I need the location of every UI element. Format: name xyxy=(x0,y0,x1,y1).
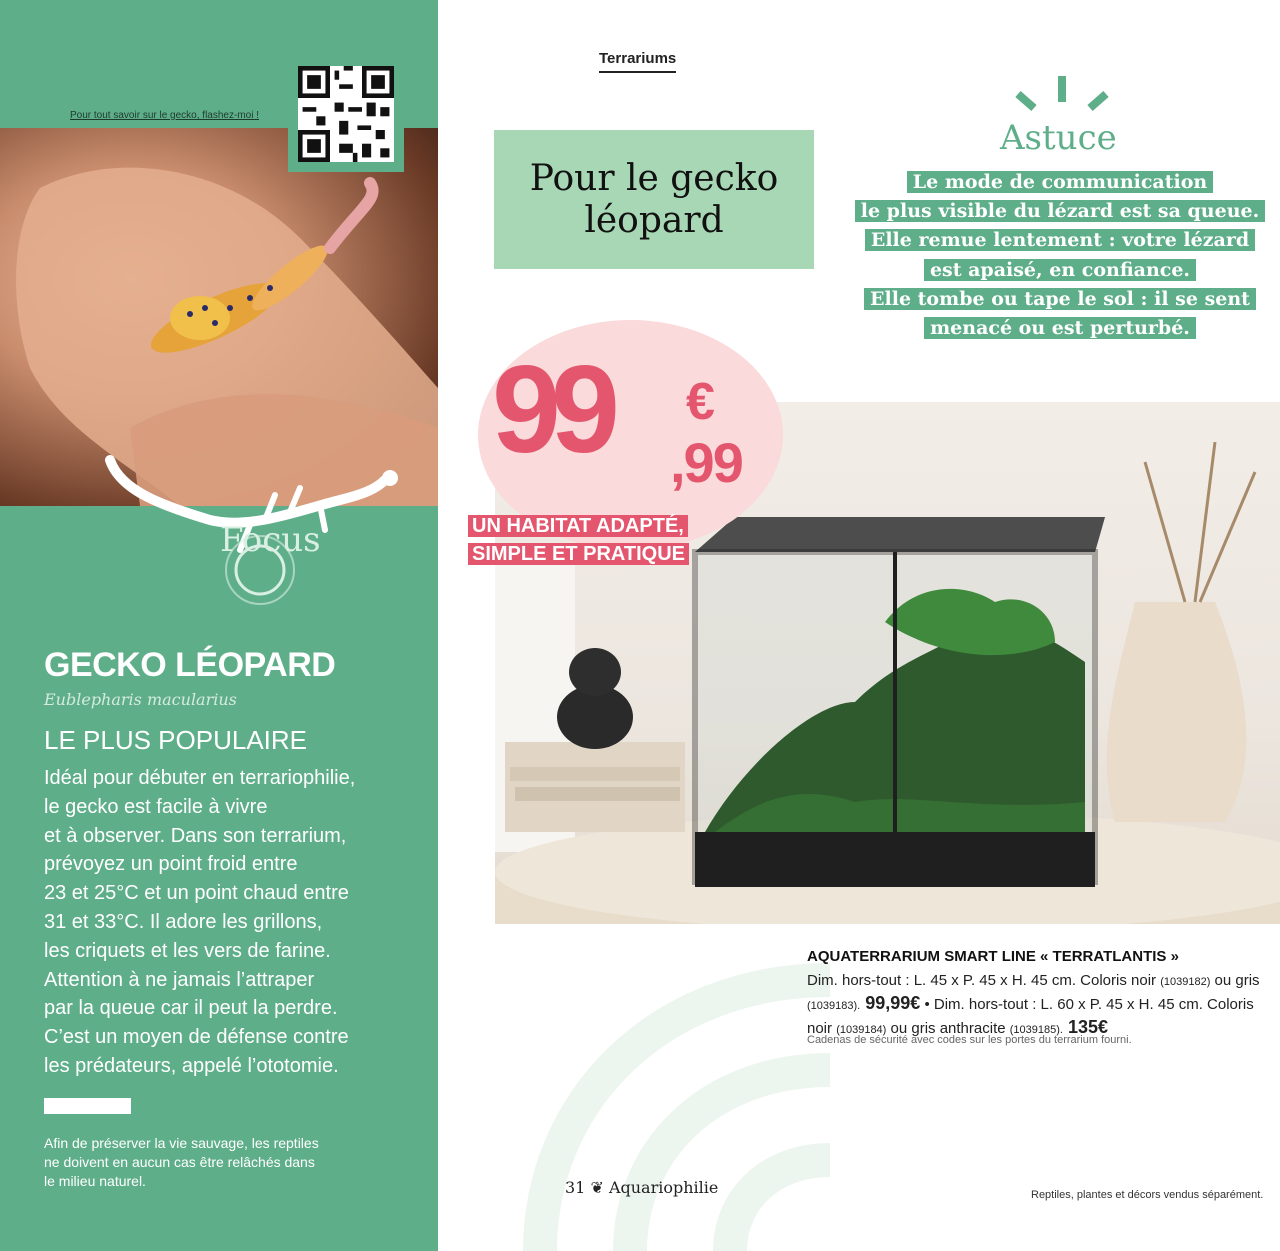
price-currency: € xyxy=(686,373,715,431)
promo-line: SIMPLE ET PRATIQUE xyxy=(468,543,689,565)
ref-number: (1039183). xyxy=(807,1000,861,1012)
body-line: Idéal pour débuter en terrariophilie, xyxy=(44,767,356,789)
body-line: les prédateurs, appelé l’ototomie. xyxy=(44,1054,339,1077)
body-line: C’est un moyen de défense contre xyxy=(44,1026,349,1049)
page-number: 31 xyxy=(565,1178,586,1197)
product-name: AQUATERRARIUM SMART LINE « TERRATLANTIS » xyxy=(807,948,1179,965)
price-integer: 99 xyxy=(492,341,610,479)
body-line: par la queue car il peut la perdre. xyxy=(44,997,338,1020)
note-line: le milieu naturel. xyxy=(44,1173,146,1189)
desc-part: • Dim. hors-tout : L. 60 x P. 45 x H. 45 cm. Coloris noir xyxy=(807,996,1254,1037)
tip-text xyxy=(840,168,1280,343)
qr-code-frame xyxy=(288,56,404,172)
ref-number: (1039182) xyxy=(1160,976,1211,988)
focus-label: Focus xyxy=(220,520,321,560)
body-line: prévoyez un point froid entre xyxy=(44,853,298,876)
tip-line: Elle tombe ou tape le sol : il se sent xyxy=(864,288,1256,310)
page-label: Aquariophilie xyxy=(608,1178,719,1197)
price-decimals: ,99 xyxy=(670,431,742,494)
body-line: 31 et 33°C. Il adore les grillons, xyxy=(44,910,323,933)
desc-part: ou gris anthracite xyxy=(886,1020,1010,1037)
qr-code[interactable] xyxy=(298,66,394,162)
headline-line: léopard xyxy=(584,199,724,241)
product-price: 135€ xyxy=(1062,1017,1109,1037)
left-panel xyxy=(0,0,438,1251)
ref-number: (1039184) xyxy=(836,1024,887,1036)
promo-tag xyxy=(468,512,689,568)
product-price: 99,99€ xyxy=(860,993,921,1013)
body-line: 23 et 25°C et un point chaud entre xyxy=(44,882,349,905)
qr-note[interactable]: Pour tout savoir sur le gecko, flashez-moi ! xyxy=(70,110,259,121)
leaf-icon: ❦ xyxy=(590,1178,604,1197)
tip-line: le plus visible du lézard est sa queue. xyxy=(855,200,1265,222)
note-line: ne doivent en aucun cas être relâchés dans xyxy=(44,1154,315,1170)
tip-line: menacé ou est perturbé. xyxy=(924,317,1196,339)
subheading: LE PLUS POPULAIRE xyxy=(44,725,307,755)
note-line: Afin de préserver la vie sauvage, les reptiles xyxy=(44,1135,319,1151)
body-line: les criquets et les vers de farine. xyxy=(44,939,331,962)
species-title: GECKO LÉOPARD xyxy=(44,646,336,684)
sparkle-icon xyxy=(1010,72,1114,116)
product-note: Cadenas de sécurité avec codes sur les portes du terrarium fourni. xyxy=(807,1034,1132,1046)
body-line: Attention à ne jamais l’attraper xyxy=(44,968,315,991)
ref-number: (1039185). xyxy=(1009,1024,1063,1036)
headline-box xyxy=(494,130,814,269)
body-line: le gecko est facile à vivre xyxy=(44,795,268,818)
tip-line: Le mode de communication xyxy=(907,171,1213,193)
tip-line: est apaisé, en confiance. xyxy=(924,259,1196,281)
species-description xyxy=(44,764,404,1081)
disclaimer: Reptiles, plantes et décors vendus séparément. xyxy=(1031,1189,1264,1201)
desc-part: Dim. hors-tout : L. 45 x P. 45 x H. 45 cm. Coloris noir xyxy=(807,972,1161,989)
section-title: Terrariums xyxy=(599,50,676,73)
wildlife-note xyxy=(44,1134,374,1191)
latin-name: Eublepharis macularius xyxy=(44,690,237,709)
headline xyxy=(530,158,779,242)
promo-line: UN HABITAT ADAPTÉ, xyxy=(468,515,688,537)
headline-line: Pour le gecko xyxy=(529,157,779,199)
tip-line: Elle remue lentement : votre lézard xyxy=(865,229,1255,251)
tip-title: Astuce xyxy=(1000,118,1117,158)
divider-bar xyxy=(44,1098,131,1114)
page-footer xyxy=(565,1178,718,1197)
desc-part: ou gris xyxy=(1210,972,1260,989)
product-description xyxy=(807,970,1262,1041)
body-line: et à observer. Dans son terrarium, xyxy=(44,824,347,847)
